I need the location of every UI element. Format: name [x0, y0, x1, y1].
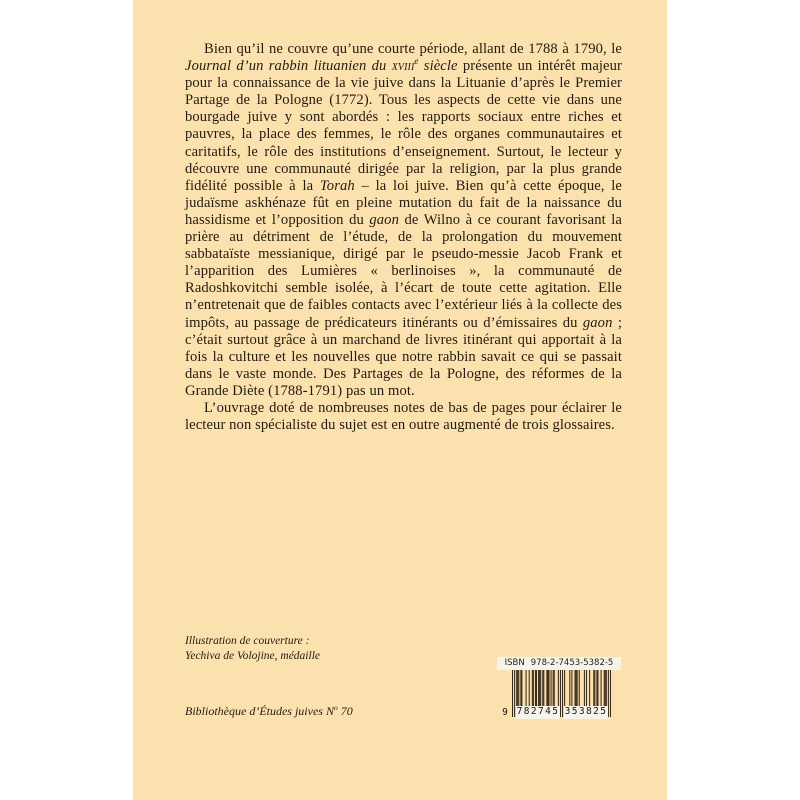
book-title-century: xviii: [391, 58, 415, 75]
book-title-century-ordinal: e: [414, 56, 419, 67]
synopsis-p1-mid2: – la loi juive. Bien qu’à cette époque, le judaïsme askhénaze fût en pleine mutation du fait de la naissance du hassidisme et l’opposition du: [185, 177, 622, 228]
synopsis-p1-end: ; c’était surtout grâce à un marchand de livres itinérant qui apportait à la fois la culture et les nouvelles que notre rabbin savait ce qui se passait dans le vaste monde. Des Partages de la Pologne, des réformes de la Grande Diète (1788-1791) pas un mot.: [185, 314, 622, 399]
synopsis-p1-mid3: de Wilno à ce courant favorisant la prière au détriment de l’étude, de la prolongation du mouvement sabbataïste messianique, dirigé par le pseudo-messie Jacob Frank et l’apparition des Lumières « berlinoises », la communauté de Radoshkovitchi semble isolée, à l’écart de toute cette agitation. Elle n’entretenait que de faibles contacts avec l’extérieur liés à la collecte des impôts, au passage de prédicateurs itinérants ou d’émissaires du: [185, 211, 622, 331]
cover-credit: [185, 634, 320, 663]
barcode-digit-left: 9: [502, 707, 508, 718]
isbn-number: 978-2-7453-5382-5: [530, 658, 614, 668]
ean13-barcode: [497, 657, 621, 719]
synopsis-paragraph-2: L’ouvrage doté de nombreuses notes de bas de pages pour éclairer le lecteur non spécialiste du sujet est en outre augmenté de trois glossaires.: [185, 399, 622, 434]
cover-credit-line1: Illustration de couverture :: [185, 635, 310, 647]
synopsis-text: [185, 41, 622, 434]
collection-name: Bibliothèque d’Études juives N: [185, 704, 334, 718]
cover-credit-line2: Yechiva de Volojine, médaille: [185, 649, 320, 662]
gaon-italic-2: gaon: [582, 314, 613, 331]
book-title: Journal d’un rabbin lituanien du: [185, 58, 392, 75]
synopsis-p1-intro: Bien qu’il ne couvre qu’une courte période, allant de 1788 à 1790, le: [204, 41, 622, 57]
barcode-digit-group1: 782745: [516, 706, 560, 717]
barcode-digit-group2: 353825: [564, 706, 608, 717]
back-cover: [133, 0, 667, 800]
collection-line: [185, 704, 353, 718]
barcode-digits: [497, 707, 621, 719]
book-title-end: siècle: [418, 58, 458, 75]
collection-number-ordinal: o: [333, 703, 338, 712]
torah-italic: Torah: [319, 177, 355, 194]
isbn-label: ISBN: [504, 658, 525, 668]
synopsis-p1-mid1: présente un intérêt majeur pour la connaissance de la vie juive dans la Lituanie d’après le Premier Partage de la Pologne (1772). Tous les aspects de cette vie dans une bourgade juive y sont abordés : les rapports sociaux entre riches et pauvres, la place des femmes, le rôle des organes communautaires et caritatifs, le rôle des institutions d’enseignement. Surtout, le lecteur y découvre une communauté dirigée par la religion, par la plus grande fidélité possible à la: [185, 58, 622, 194]
collection-number: 70: [337, 704, 353, 718]
gaon-italic-1: gaon: [369, 211, 399, 228]
synopsis-paragraph-1: [185, 41, 622, 400]
isbn-label-strip: [497, 657, 621, 670]
